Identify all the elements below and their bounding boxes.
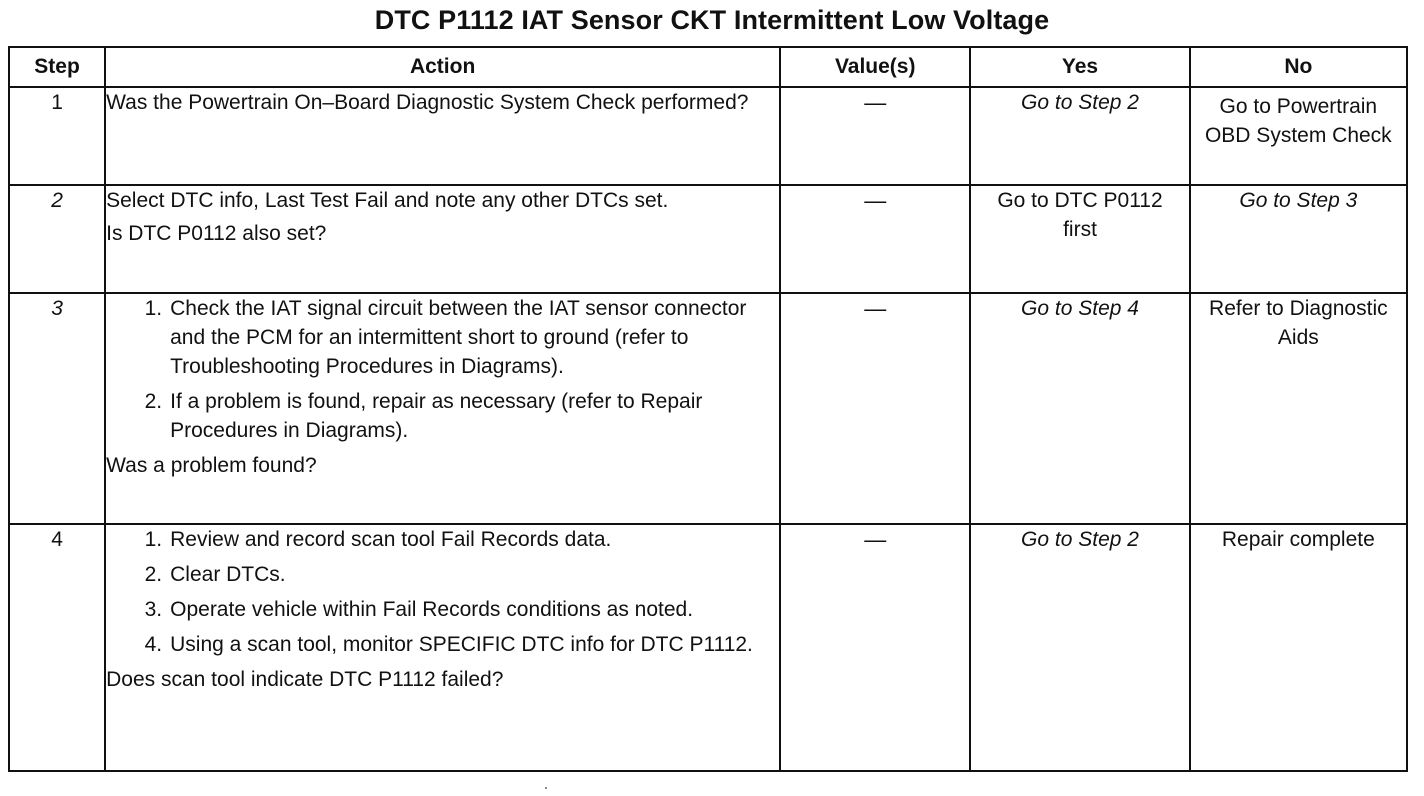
action-cell bbox=[105, 293, 780, 524]
action-cell bbox=[105, 185, 780, 293]
list-item: 1. Check the IAT signal circuit between the IAT sensor connector and the PCM for an intermittent short to ground (refer to Troubleshooting Procedures in Diagrams). bbox=[144, 297, 747, 378]
yes-cell bbox=[970, 293, 1189, 524]
action-cell bbox=[105, 524, 780, 771]
scan-speck bbox=[545, 787, 547, 789]
no-cell bbox=[1190, 87, 1407, 185]
action-question: Is DTC P0112 also set? bbox=[106, 222, 327, 245]
list-item: 1. Review and record scan tool Fail Records data. bbox=[144, 528, 612, 551]
value-cell: — bbox=[780, 87, 970, 185]
list-item: 2. Clear DTCs. bbox=[144, 563, 286, 586]
no-cell bbox=[1190, 524, 1407, 771]
no-cell bbox=[1190, 185, 1407, 293]
yes-action: Go to Step 2 bbox=[1021, 528, 1139, 551]
step-number: 3 bbox=[9, 293, 105, 524]
action-cell bbox=[105, 87, 780, 185]
step-number: 2 bbox=[9, 185, 105, 293]
yes-cell bbox=[970, 87, 1189, 185]
value-cell: — bbox=[780, 185, 970, 293]
list-item: 3. Operate vehicle within Fail Records conditions as noted. bbox=[144, 598, 694, 621]
action-question: Was a problem found? bbox=[106, 454, 317, 477]
step-number: 1 bbox=[9, 87, 105, 185]
action-question: Does scan tool indicate DTC P1112 failed? bbox=[106, 668, 504, 691]
action-text: Was the Powertrain On–Board Diagnostic System Check performed? bbox=[106, 91, 749, 114]
step-number: 4 bbox=[9, 524, 105, 771]
column-header-yes: Yes bbox=[970, 47, 1189, 87]
value-cell: — bbox=[780, 524, 970, 771]
table-row bbox=[9, 87, 1407, 185]
diagnostic-table bbox=[8, 46, 1408, 772]
no-action: Go to Step 3 bbox=[1239, 189, 1358, 212]
no-cell bbox=[1190, 293, 1407, 524]
yes-action: Go to DTC P0112 first bbox=[997, 189, 1163, 241]
sub-step-list bbox=[106, 294, 779, 445]
no-action: Repair complete bbox=[1221, 528, 1375, 551]
table-row bbox=[9, 293, 1407, 524]
yes-action: Go to Step 2 bbox=[1021, 91, 1139, 114]
yes-cell bbox=[970, 185, 1189, 293]
table-row bbox=[9, 185, 1407, 293]
column-header-no: No bbox=[1190, 47, 1407, 87]
page-title: DTC P1112 IAT Sensor CKT Intermittent Low Voltage bbox=[374, 5, 1050, 35]
no-action: Go to Powertrain OBD System Check bbox=[1204, 95, 1392, 147]
sub-step-list bbox=[106, 525, 779, 659]
value-cell: — bbox=[780, 293, 970, 524]
list-item: 4. Using a scan tool, monitor SPECIFIC DTC info for DTC P1112. bbox=[144, 633, 753, 656]
column-header-values: Value(s) bbox=[780, 47, 970, 87]
table-row bbox=[9, 524, 1407, 771]
table-header-row bbox=[9, 47, 1407, 87]
column-header-step: Step bbox=[9, 47, 105, 87]
yes-action: Go to Step 4 bbox=[1021, 297, 1139, 320]
column-header-action: Action bbox=[105, 47, 780, 87]
list-item: 2. If a problem is found, repair as necessary (refer to Repair Procedures in Diagrams). bbox=[144, 390, 703, 442]
yes-cell bbox=[970, 524, 1189, 771]
action-text: Select DTC info, Last Test Fail and note any other DTCs set. bbox=[106, 189, 669, 212]
no-action: Refer to Diagnostic Aids bbox=[1209, 297, 1388, 349]
